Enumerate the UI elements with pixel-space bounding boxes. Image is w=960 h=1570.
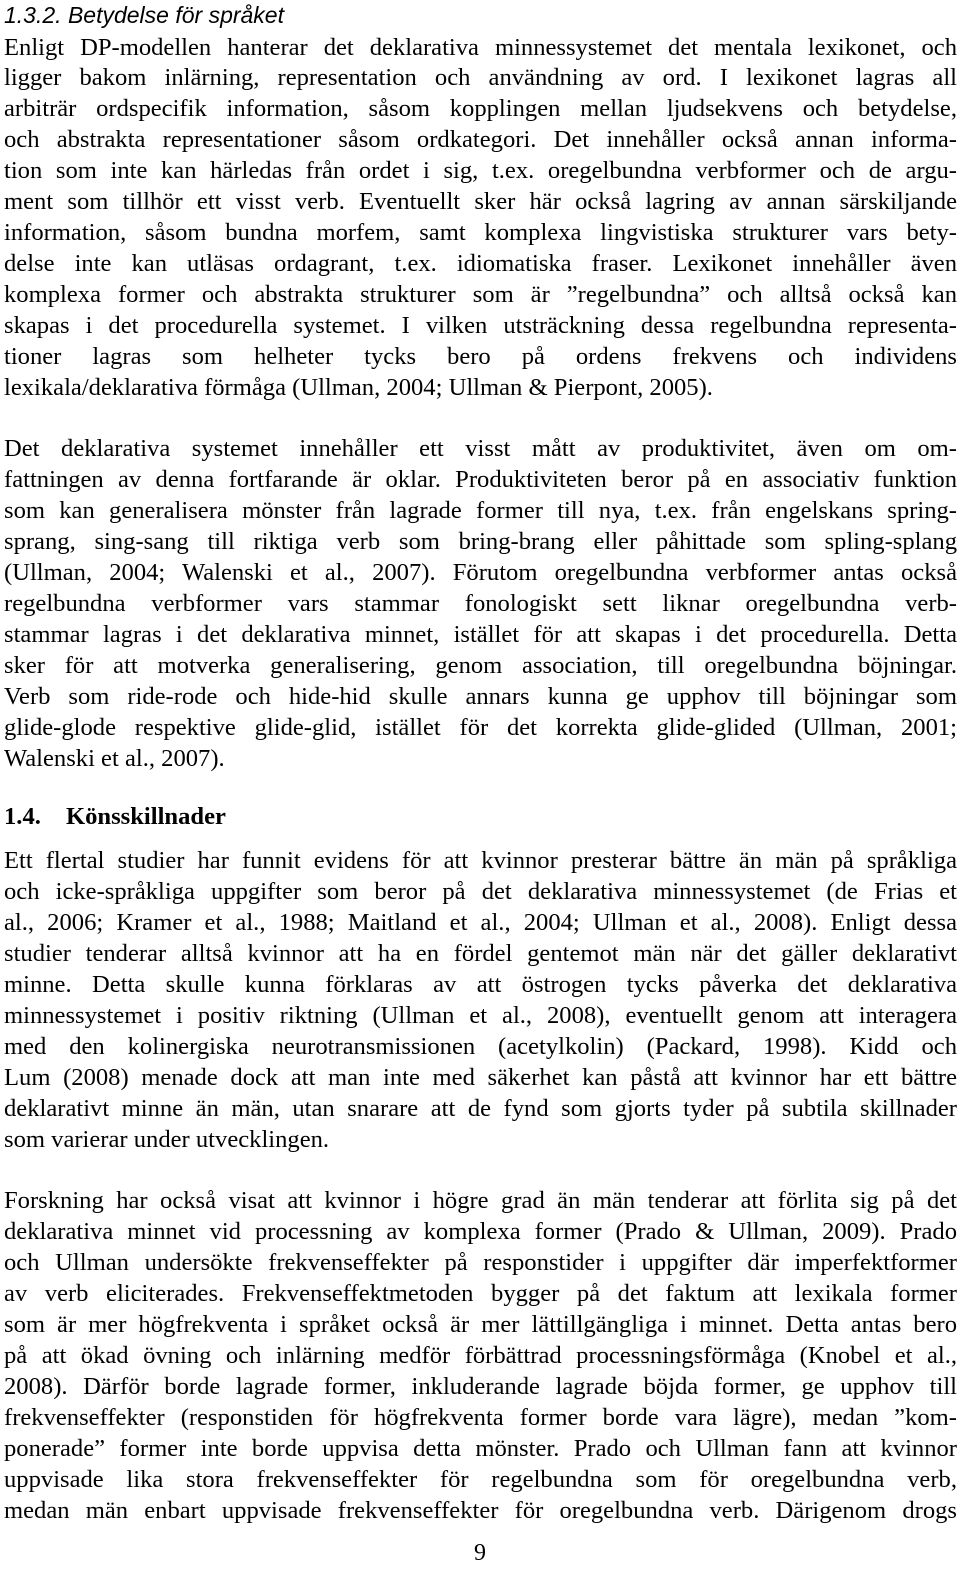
text-line: Verb som ride-rode och hide-hid skulle annars kunna ge upphov till böjningar som xyxy=(4,683,957,710)
text-line: stammar lagras i det deklarativa minnet, istället för att skapas i det procedurella. Detta xyxy=(4,621,957,648)
text-line: Lum (2008) menade dock att man inte med säkerhet kan påstå att kvinnor har ett bättre xyxy=(4,1064,957,1091)
text-line: Ett flertal studier har funnit evidens för att kvinnor presterar bättre än män på språkliga xyxy=(4,847,957,874)
section-number: 1.4. xyxy=(4,803,41,830)
text-line: glide-glode respektive glide-glid, istället för det korrekta glide-glided (Ullman, 2001; xyxy=(4,714,957,741)
text-line: minne. Detta skulle kunna förklaras av att östrogen tycks påverka det deklarativa xyxy=(4,971,957,998)
section-heading xyxy=(4,802,957,832)
text-line: fattningen av denna fortfarande är oklar. Produktiviteten beror på en associativ funktion xyxy=(4,466,957,493)
text-line: sker för att motverka generalisering, genom association, till oregelbundna böjningar. xyxy=(4,652,957,679)
text-line: studier tenderar alltså kvinnor att ha en fördel gentemot män när det gäller deklarativt xyxy=(4,940,957,967)
text-line: Det deklarativa systemet innehåller ett visst mått av produktivitet, även om om- xyxy=(4,435,957,462)
subsection-heading xyxy=(4,0,957,30)
text-line: av verb eliciterades. Frekvenseffektmetoden bygger på det faktum att lexikala former xyxy=(4,1280,957,1307)
text-line: al., 2006; Kramer et al., 1988; Maitland et al., 2004; Ullman et al., 2008). Enligt dessa xyxy=(4,909,957,936)
text-line: minnessystemet i positiv riktning (Ullman et al., 2008), eventuellt genom att interagera xyxy=(4,1002,957,1029)
text-line: ment som tillhör ett visst verb. Eventuellt sker här också lagring av annan särskiljande xyxy=(4,188,957,215)
text-line: deklarativa minnet vid processning av komplexa former (Prado & Ullman, 2009). Prado xyxy=(4,1218,957,1245)
text-line: deklarativt minne än män, utan snarare att de fynd som gjorts tyder på subtila skillnader xyxy=(4,1095,957,1122)
text-line: information, såsom bundna morfem, samt komplexa lingvistiska strukturer vars bety- xyxy=(4,219,957,246)
text-line: regelbundna verbformer vars stammar fonologiskt sett liknar oregelbundna verb- xyxy=(4,590,957,617)
text-line: skapas i det procedurella systemet. I vilken utsträckning dessa regelbundna representa- xyxy=(4,312,957,339)
text-line: på att ökad övning och inlärning medför förbättrad processningsförmåga (Knobel et al., xyxy=(4,1342,957,1369)
text-line: uppvisade lika stora frekvenseffekter för regelbundna som för oregelbundna verb, xyxy=(4,1466,957,1493)
text-line: delse inte kan utläsas ordagrant, t.ex. idiomatiska fraser. Lexikonet innehåller även xyxy=(4,250,957,277)
text-line: som varierar under utvecklingen. xyxy=(4,1126,330,1153)
text-line: Enligt DP-modellen hanterar det deklarativa minnessystemet det mentala lexikonet, och xyxy=(4,34,957,61)
section-title: Könsskillnader xyxy=(66,803,226,830)
text-line: och abstrakta representationer såsom ordkategori. Det innehåller också annan informa- xyxy=(4,126,957,153)
text-line: 2008). Därför borde lagrade former, inkluderande lagrade böjda former, ge upphov till xyxy=(4,1373,957,1400)
text-line: Forskning har också visat att kvinnor i högre grad än män tenderar att förlita sig på det xyxy=(4,1187,957,1214)
text-line: och Ullman undersökte frekvenseffekter på responstider i uppgifter där imperfektformer xyxy=(4,1249,957,1276)
text-line: sprang, sing-sang till riktiga verb som bring-brang eller påhittade som spling-splang xyxy=(4,528,957,555)
text-line: som är mer högfrekventa i språket också är mer lättillgängliga i minnet. Detta antas bero xyxy=(4,1311,957,1338)
page-number: 9 xyxy=(474,1540,486,1566)
text-line: Walenski et al., 2007). xyxy=(4,745,225,772)
text-line: tion som inte kan härledas från ordet i sig, t.ex. oregelbundna verbformer och de argu- xyxy=(4,157,957,184)
text-line: som kan generalisera mönster från lagrade former till nya, t.ex. från engelskans spring- xyxy=(4,497,957,524)
text-line: (Ullman, 2004; Walenski et al., 2007). Förutom oregelbundna verbformer antas också xyxy=(4,559,957,586)
text-line: ligger bakom inlärning, representation och användning av ord. I lexikonet lagras all xyxy=(4,64,957,91)
subsection-number: 1.3.2. xyxy=(4,2,62,28)
text-line: med den kolinergiska neurotransmissionen (acetylkolin) (Packard, 1998). Kidd och xyxy=(4,1033,957,1060)
subsection-title: Betydelse för språket xyxy=(67,2,284,28)
text-line: tioner lagras som helheter tycks bero på ordens frekvens och individens xyxy=(4,343,957,370)
text-line: och icke-språkliga uppgifter som beror på det deklarativa minnessystemet (de Frias et xyxy=(4,878,957,905)
text-line: ponerade” former inte borde uppvisa detta mönster. Prado och Ullman fann att kvinnor xyxy=(4,1435,957,1462)
text-line: komplexa former och abstrakta strukturer som är ”regelbundna” och alltså också kan xyxy=(4,281,957,308)
text-line: arbiträr ordspecifik information, såsom kopplingen mellan ljudsekvens och betydelse, xyxy=(4,95,957,122)
text-line: frekvenseffekter (responstiden för högfrekventa former borde vara lägre), medan ”kom- xyxy=(4,1404,957,1431)
text-line: lexikala/deklarativa förmåga (Ullman, 2004; Ullman & Pierpont, 2005). xyxy=(4,374,713,401)
text-line: medan män enbart uppvisade frekvenseffekter för oregelbundna verb. Därigenom drogs xyxy=(4,1497,957,1524)
